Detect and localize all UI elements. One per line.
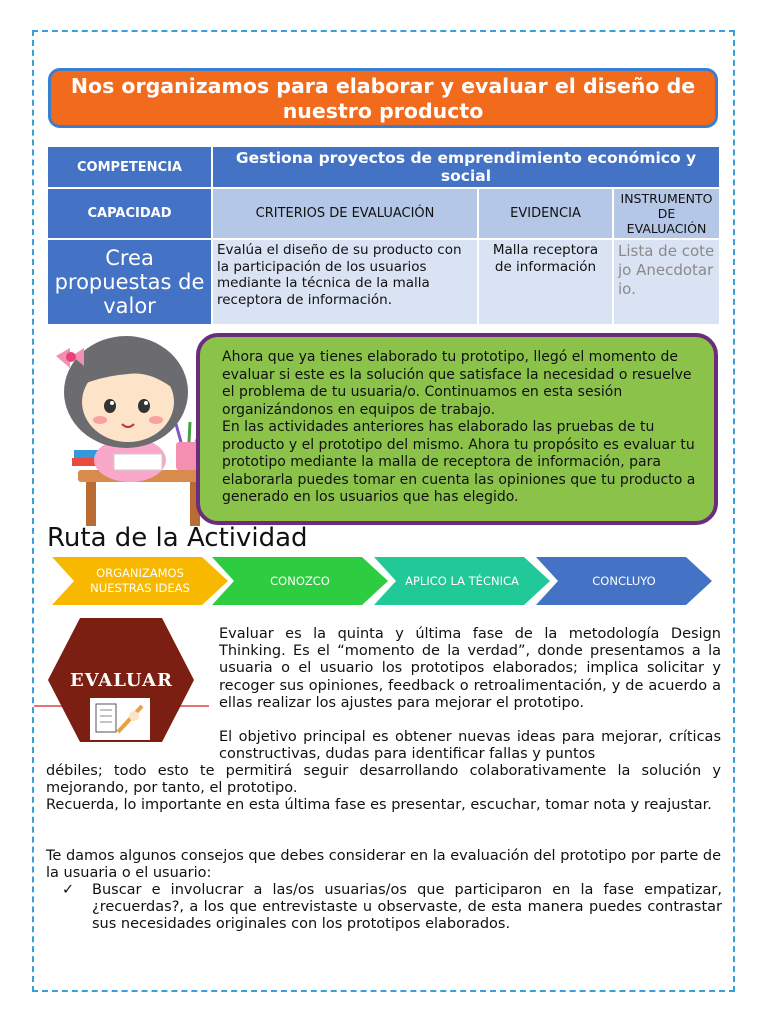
step-organizamos xyxy=(52,557,228,605)
girl-studying-illustration xyxy=(44,330,210,526)
evaluar-label: EVALUAR xyxy=(70,670,173,691)
instrumento-value: Lista de cotejo Anecdotario. xyxy=(613,239,720,325)
list-item-text: Buscar e involucrar a las/os usuarias/os que participaron en la fase empatizar, ¿recuerdas?, a los que entrevistaste u observaste, de esta manera puedes contrastar sus necesidades originales con los prototipos elaborados. xyxy=(92,882,722,933)
evaluar-badge xyxy=(34,614,209,746)
tips-list xyxy=(62,882,722,934)
step-concluyo xyxy=(536,557,712,605)
step-label: APLICO LA TÉCNICA xyxy=(405,573,519,588)
evidencia-value: Malla receptora de información xyxy=(478,239,613,325)
ruta-title: Ruta de la Actividad xyxy=(47,523,308,553)
page-title: Nos organizamos para elaborar y evaluar el diseño de nuestro producto xyxy=(48,68,718,128)
evidencia-label: EVIDENCIA xyxy=(478,188,613,239)
paragraph-3: Recuerda, lo importante en esta última fase es presentar, escuchar, tomar nota y reajustar. xyxy=(46,797,712,813)
criterios-label: CRITERIOS DE EVALUACIÓN xyxy=(212,188,478,239)
step-conozco xyxy=(212,557,388,605)
step-label: CONOZCO xyxy=(270,573,330,588)
competencia-label: COMPETENCIA xyxy=(47,146,212,188)
paragraph-2a: El objetivo principal es obtener nuevas ideas para mejorar, críticas constructivas, dudas para identificar fallas y puntos xyxy=(219,729,721,763)
competencia-value: Gestiona proyectos de emprendimiento económico y social xyxy=(212,146,720,188)
list-item xyxy=(62,882,722,934)
capacidad-label: CAPACIDAD xyxy=(47,188,212,239)
paragraph-4: Te damos algunos consejos que debes considerar en la evaluación del prototipo por parte de la usuaria o el usuario: xyxy=(46,848,721,882)
competencia-table xyxy=(46,145,721,326)
paragraph-1: Evaluar es la quinta y última fase de la metodología Design Thinking. Es el “momento de la verdad”, donde presentamos a la usuaria o el usuario los prototipos elaborados; implica solicitar y recoger sus opiniones, feedback o retroalimentación, y de acuerdo a ellas realizar los ajustes para mejorar el prototipo. xyxy=(219,626,721,711)
intro-speech-bubble xyxy=(196,333,718,525)
criterio-value: Evalúa el diseño de su producto con la participación de los usuarios mediante la técnica de la malla receptora de información. xyxy=(212,239,478,325)
step-label: ORGANIZAMOS NUESTRAS IDEAS xyxy=(90,566,190,595)
capacidad-value: Crea propuestas de valor xyxy=(47,239,212,325)
checkmark-icon: ✓ xyxy=(62,882,75,898)
intro-text: Ahora que ya tienes elaborado tu prototipo, llegó el momento de evaluar si este es la solución que satisface la necesidad o resuelve el problema de tu usuaria/o. Continuamos en esta sesión organizándonos en equipos de trabajo. En las actividades anteriores has elaborado las pruebas de tu producto y el prototipo del mismo. Ahora tu propósito es evaluar tu prototipo mediante la malla de receptora de información, para elaborarla puedes tomar en cuenta las opiniones que tu producto a generado en los usuarios que has elegido. xyxy=(222,349,696,505)
paragraph-2b: débiles; todo esto te permitirá seguir desarrollando colaborativamente la solución y mejorando, por tanto, el prototipo. xyxy=(46,763,721,797)
step-label: CONCLUYO xyxy=(592,573,656,588)
instrumento-label: INSTRUMENTO DE EVALUACIÓN xyxy=(613,188,720,239)
step-aplico xyxy=(374,557,550,605)
